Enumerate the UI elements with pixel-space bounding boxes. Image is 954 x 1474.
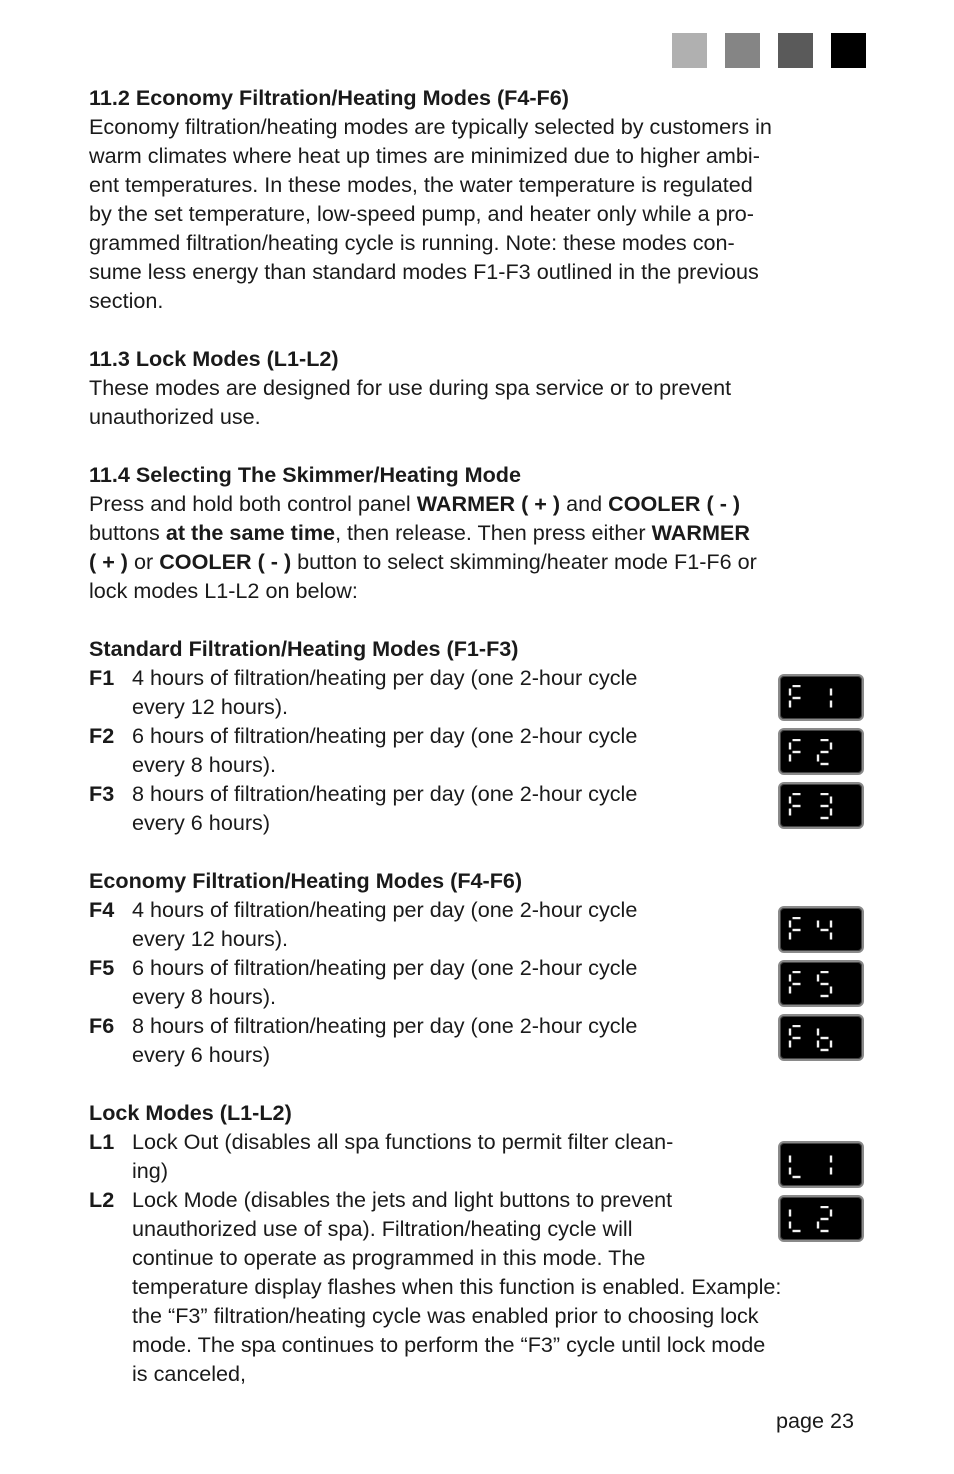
mode-desc: continue to operate as programmed in this mode. The [132,1245,646,1270]
lcd-display-l2 [778,1195,864,1242]
paragraph-line: warm climates where heat up times are minimized due to higher ambi- [89,143,760,168]
mode-desc: Lock Mode (disables the jets and light buttons to prevent [132,1187,673,1212]
section-heading: 11.2 Economy Filtration/Heating Modes (F4-F6) [89,85,569,110]
lcd-display-f4 [778,906,864,953]
mode-desc: every 12 hours). [132,694,289,719]
mode-code: F3 [89,781,115,806]
lcd-glyphs [788,739,858,769]
mode-desc: Lock Out (disables all spa functions to permit filter clean- [132,1129,674,1154]
lcd-display-f3 [778,782,864,829]
mode-desc: every 6 hours) [132,1042,271,1067]
mode-desc: unauthorized use of spa). Filtration/heating cycle will [132,1216,633,1241]
mode-code: F6 [89,1013,115,1038]
mode-code: F2 [89,723,115,748]
header-squares [672,33,866,68]
paragraph-line: unauthorized use. [89,404,261,429]
mode-desc: mode. The spa continues to perform the “F3” cycle until lock mode [132,1332,766,1357]
paragraph-line: buttons at the same time, then release. Then press either WARMER [89,520,750,545]
mode-item [89,1011,869,1069]
section-heading: 11.3 Lock Modes (L1-L2) [89,346,339,371]
mode-code: F1 [89,665,115,690]
lcd-glyphs [788,1206,858,1236]
paragraph-line: ent temperatures. In these modes, the water temperature is regulated [89,172,753,197]
header-square [831,33,866,68]
subsection-heading: Standard Filtration/Heating Modes (F1-F3) [89,636,519,661]
mode-item [89,895,869,953]
mode-item [89,1185,869,1388]
paragraph-line: by the set temperature, low-speed pump, and heater only while a pro- [89,201,754,226]
header-square [778,33,813,68]
mode-item [89,721,869,779]
mode-desc: every 6 hours) [132,810,271,835]
lcd-glyphs [788,971,858,1001]
lcd-display-f6 [778,1014,864,1061]
paragraph-line: grammed filtration/heating cycle is running. Note: these modes con- [89,230,735,255]
mode-desc: ing) [132,1158,169,1183]
lcd-glyphs [788,793,858,823]
lcd-glyphs [788,917,858,947]
lcd-glyphs [788,685,858,715]
mode-item [89,1127,869,1185]
mode-desc: 8 hours of filtration/heating per day (one 2-hour cycle [132,781,638,806]
mode-desc: every 8 hours). [132,752,277,777]
paragraph-line: Economy filtration/heating modes are typically selected by customers in [89,114,772,139]
header-square [672,33,707,68]
mode-item [89,953,869,1011]
mode-desc: the “F3” filtration/heating cycle was enabled prior to choosing lock [132,1303,759,1328]
paragraph-line: These modes are designed for use during spa service or to prevent [89,375,732,400]
mode-desc: 6 hours of filtration/heating per day (one 2-hour cycle [132,955,638,980]
mode-desc: 4 hours of filtration/heating per day (one 2-hour cycle [132,665,638,690]
lcd-display-l1 [778,1141,864,1188]
lcd-glyphs [788,1025,858,1055]
mode-code: L1 [89,1129,115,1154]
subsection-heading: Lock Modes (L1-L2) [89,1100,292,1125]
mode-desc: 6 hours of filtration/heating per day (one 2-hour cycle [132,723,638,748]
mode-desc: every 12 hours). [132,926,289,951]
lcd-glyphs [788,1152,858,1182]
page-number: page 23 [776,1408,855,1433]
lcd-display-f1 [778,674,864,721]
mode-code: F5 [89,955,115,980]
paragraph-line: Press and hold both control panel WARMER ( + ) and COOLER ( - ) [89,491,741,516]
lcd-display-f2 [778,728,864,775]
mode-item [89,663,869,721]
mode-desc: 8 hours of filtration/heating per day (one 2-hour cycle [132,1013,638,1038]
subsection-heading: Economy Filtration/Heating Modes (F4-F6) [89,868,523,893]
page-content [89,83,869,1388]
section-heading: 11.4 Selecting The Skimmer/Heating Mode [89,462,522,487]
mode-code: F4 [89,897,115,922]
mode-desc: every 8 hours). [132,984,277,1009]
paragraph-line: sume less energy than standard modes F1-F3 outlined in the previous [89,259,759,284]
paragraph-line: lock modes L1-L2 on below: [89,578,358,603]
mode-desc: is canceled, [132,1361,247,1386]
mode-code: L2 [89,1187,115,1212]
paragraph-line: ( + ) or COOLER ( - ) button to select skimming/heater mode F1-F6 or [89,549,757,574]
mode-item [89,779,869,837]
mode-desc: 4 hours of filtration/heating per day (one 2-hour cycle [132,897,638,922]
lcd-display-f5 [778,960,864,1007]
header-square [725,33,760,68]
paragraph-line: section. [89,288,164,313]
mode-desc: temperature display flashes when this function is enabled. Example: [132,1274,782,1299]
